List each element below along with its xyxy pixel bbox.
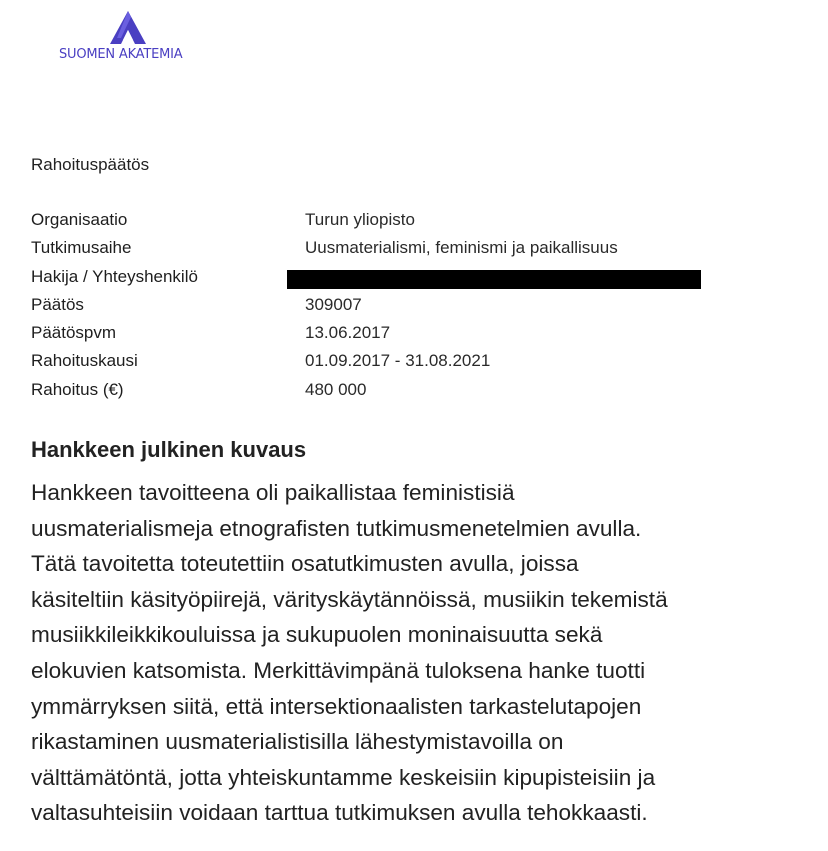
description-line: musiikkileikkikouluissa ja sukupuolen moninaisuutta sekä xyxy=(31,622,603,648)
description-body xyxy=(31,475,821,831)
info-label: Päätöspvm xyxy=(31,323,117,343)
description-line: Hankkeen tavoitteena oli paikallistaa feministisiä xyxy=(31,480,515,505)
description-line: valtasuhteisiin voidaan tarttua tutkimuksen avulla tehokkaasti. xyxy=(31,800,648,826)
info-label: Tutkimusaihe xyxy=(31,238,132,258)
info-value: 13.06.2017 xyxy=(305,323,391,343)
description-line: välttämätöntä, jotta yhteiskuntamme keskeisiin kipupisteisiin ja xyxy=(31,764,656,790)
logo-text: SUOMEN AKATEMIA xyxy=(59,47,183,62)
info-value: 309007 xyxy=(305,294,362,314)
info-value: Turun yliopisto xyxy=(305,210,415,229)
description-heading: Hankkeen julkinen kuvaus xyxy=(31,437,307,462)
info-value: Uusmaterialismi, feminismi ja paikallisuus xyxy=(305,238,618,258)
logo xyxy=(58,10,198,66)
academy-triangle-logo-icon xyxy=(107,10,149,48)
info-value: 01.09.2017 - 31.08.2021 xyxy=(305,351,491,371)
description-line: Tätä tavoitetta toteutettiin osatutkimusten avulla, joissa xyxy=(31,551,579,577)
info-label: Rahoitus (€) xyxy=(31,379,124,399)
info-label: Rahoituskausi xyxy=(31,351,138,371)
description-line: käsiteltiin käsityöpiirejä, värityskäytännöissä, musiikin tekemistä xyxy=(31,586,668,612)
info-label: Päätös xyxy=(31,294,84,314)
info-label: Organisaatio xyxy=(31,210,128,229)
info-label: Hakija / Yhteyshenkilö xyxy=(31,266,198,286)
info-value: 480 000 xyxy=(305,379,367,399)
redaction-bar xyxy=(287,270,701,289)
description-line: uusmaterialismeja etnografisten tutkimusmenetelmien avulla. xyxy=(31,515,642,541)
description-line: rikastaminen uusmaterialistisilla lähestymistavoilla on xyxy=(31,729,564,755)
description-line: ymmärryksen siitä, että intersektionaalisten tarkastelutapojen xyxy=(31,693,642,719)
description-line: elokuvien katsomista. Merkittävimpänä tuloksena hanke tuotti xyxy=(31,657,646,683)
document-title: Rahoituspäätös xyxy=(31,155,150,174)
